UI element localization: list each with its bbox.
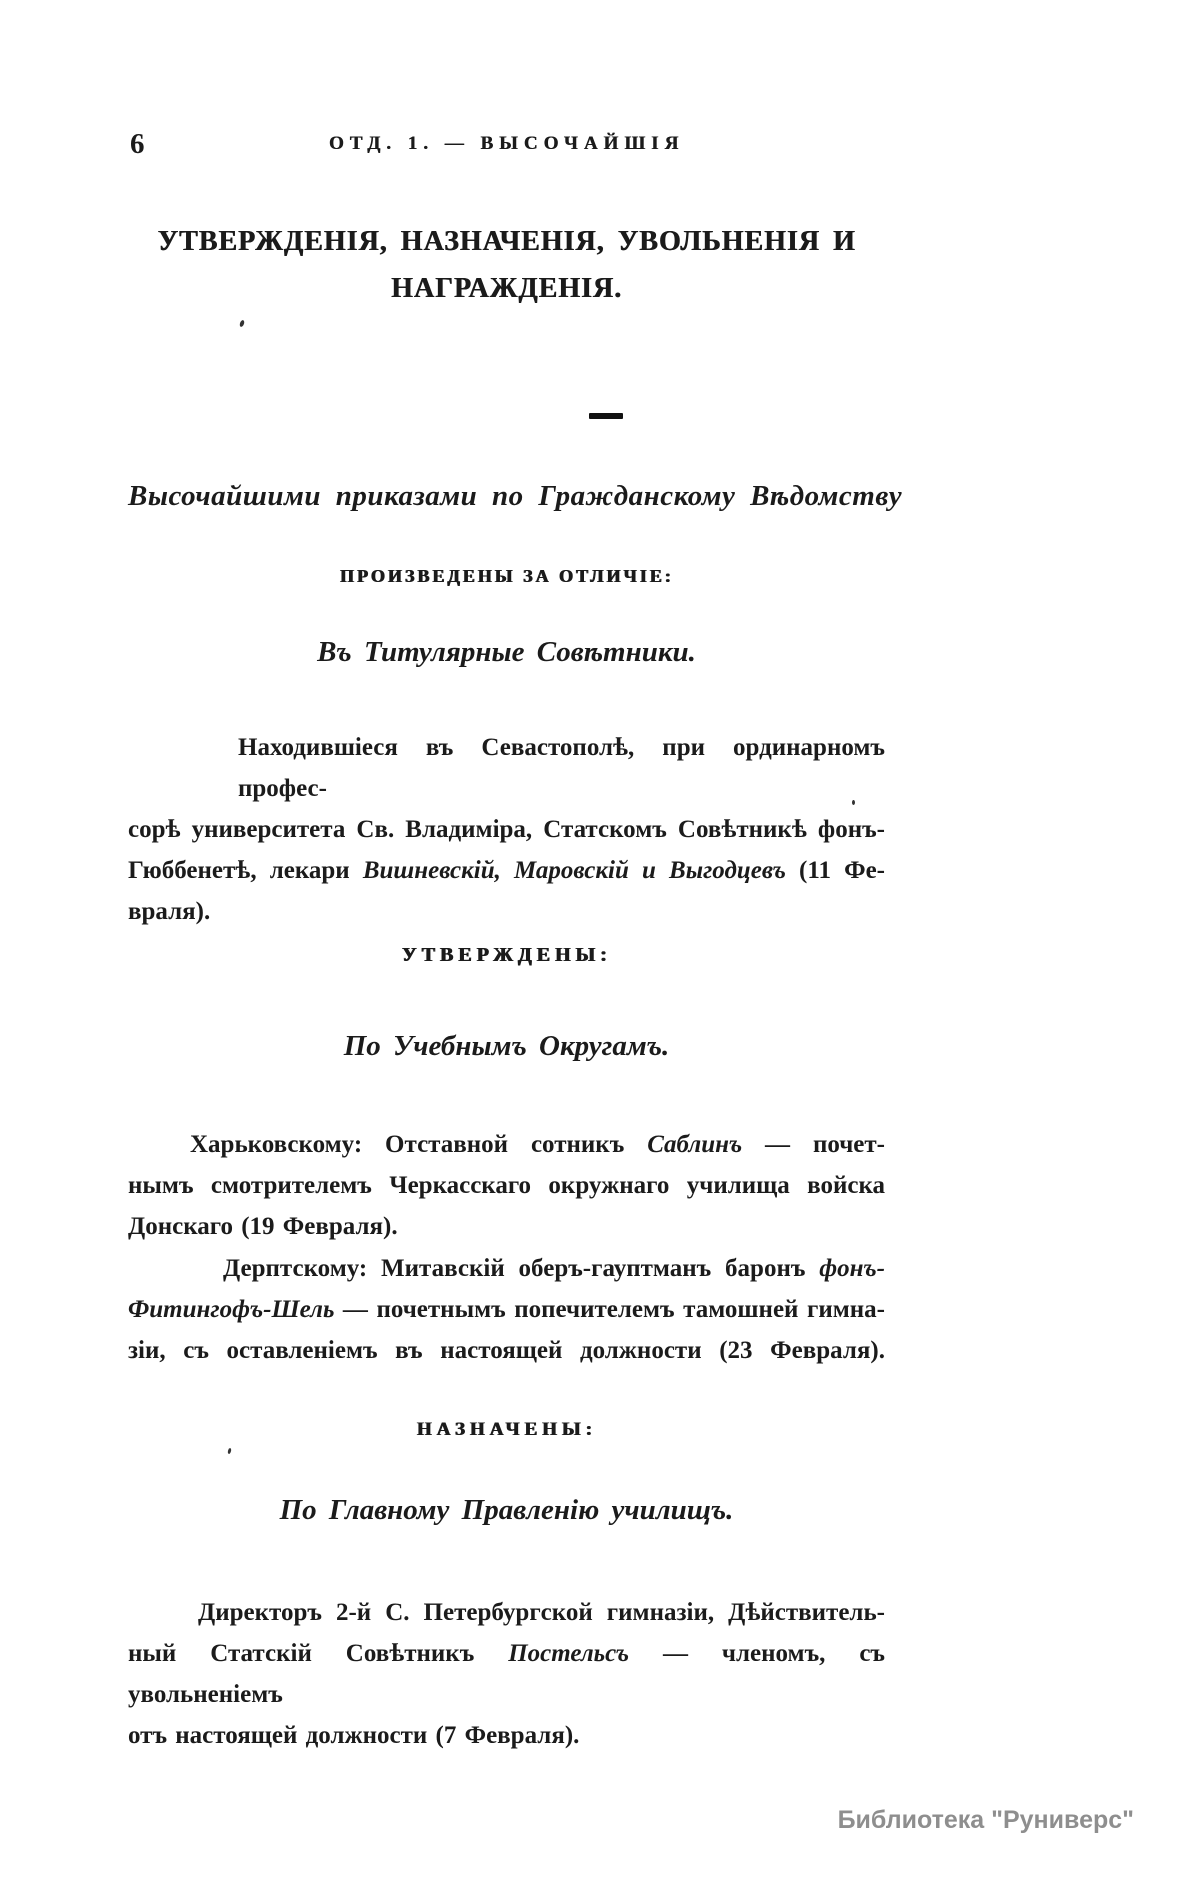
footer-watermark: Библиотека "Руниверс" [837, 1806, 1134, 1834]
paragraph-line: Харьковскому: Отставной сотникъ Саблинъ — почет- [190, 1131, 886, 1158]
paragraph-sevastopol [128, 727, 885, 932]
page-title-line-2: НАГРАЖДЕНІЯ. [390, 273, 623, 304]
paragraph-line: отъ настоящей должности (7 Февраля). [128, 1722, 580, 1749]
subsection-titular-councillors: Въ Титулярные Совѣтники. [317, 636, 696, 668]
page-title [128, 218, 885, 312]
section-label-promotions: ПРОИЗВЕДЕНЫ ЗА ОТЛИЧІЕ: [339, 566, 674, 586]
paragraph-line: зіи, съ оставленіемъ въ настоящей должности (23 Февраля). [128, 1337, 885, 1364]
paragraph-director-postels [128, 1592, 885, 1756]
section-divider-dash [589, 413, 623, 419]
scan-speck [852, 800, 855, 805]
paragraph-dorpat [128, 1248, 885, 1371]
scan-speck [239, 320, 245, 328]
subsection-educational-districts: По Учебнымъ Округамъ. [343, 1030, 670, 1062]
page-number: 6 [130, 128, 145, 160]
decree-heading: Высочайшими приказами по Гражданскому Вѣдомству [128, 480, 903, 512]
page-title-line-1: УТВЕРЖДЕНІЯ, НАЗНАЧЕНІЯ, УВОЛЬНЕНІЯ И [157, 226, 856, 257]
running-header [128, 128, 885, 164]
paragraph-line: Фитингофъ-Шель — почетнымъ попечителемъ тамошней гимна- [128, 1296, 885, 1323]
paragraph-line: Гюббенетѣ, лекари Вишневскій, Маровскій и Выгодцевъ (11 Фе- [128, 857, 886, 884]
section-label-appointments: НАЗНАЧЕНЫ: [416, 1419, 597, 1440]
paragraph-line: Находившіеся въ Севастополѣ, при ординарномъ профес- [238, 734, 885, 802]
paragraph-line: ный Статскій Совѣтникъ Постельсъ — членомъ, съ увольненіемъ [128, 1640, 885, 1708]
subsection-main-school-board: По Главному Правленію училищъ. [279, 1494, 734, 1526]
scan-speck [227, 1448, 231, 1455]
running-header-title: ОТД. 1. — ВЫСОЧАЙШІЯ [328, 133, 685, 154]
paragraph-line: Директоръ 2-й С. Петербургской гимназіи, Дѣйствитель- [198, 1599, 885, 1626]
paragraph-line: Дерптскому: Митавскій оберъ-гауптманъ баронъ фонъ- [223, 1255, 885, 1282]
paragraph-line: нымъ смотрителемъ Черкасскаго окружнаго училища войска [128, 1172, 885, 1199]
paragraph-line: враля). [128, 898, 211, 925]
paragraph-kharkov [128, 1124, 885, 1247]
paragraph-line: Донскаго (19 Февраля). [128, 1213, 398, 1240]
paragraph-line: сорѣ университета Св. Владиміра, Статскомъ Совѣтникѣ фонъ- [128, 816, 885, 843]
section-label-confirmations: УТВЕРЖДЕНЫ: [401, 944, 612, 966]
